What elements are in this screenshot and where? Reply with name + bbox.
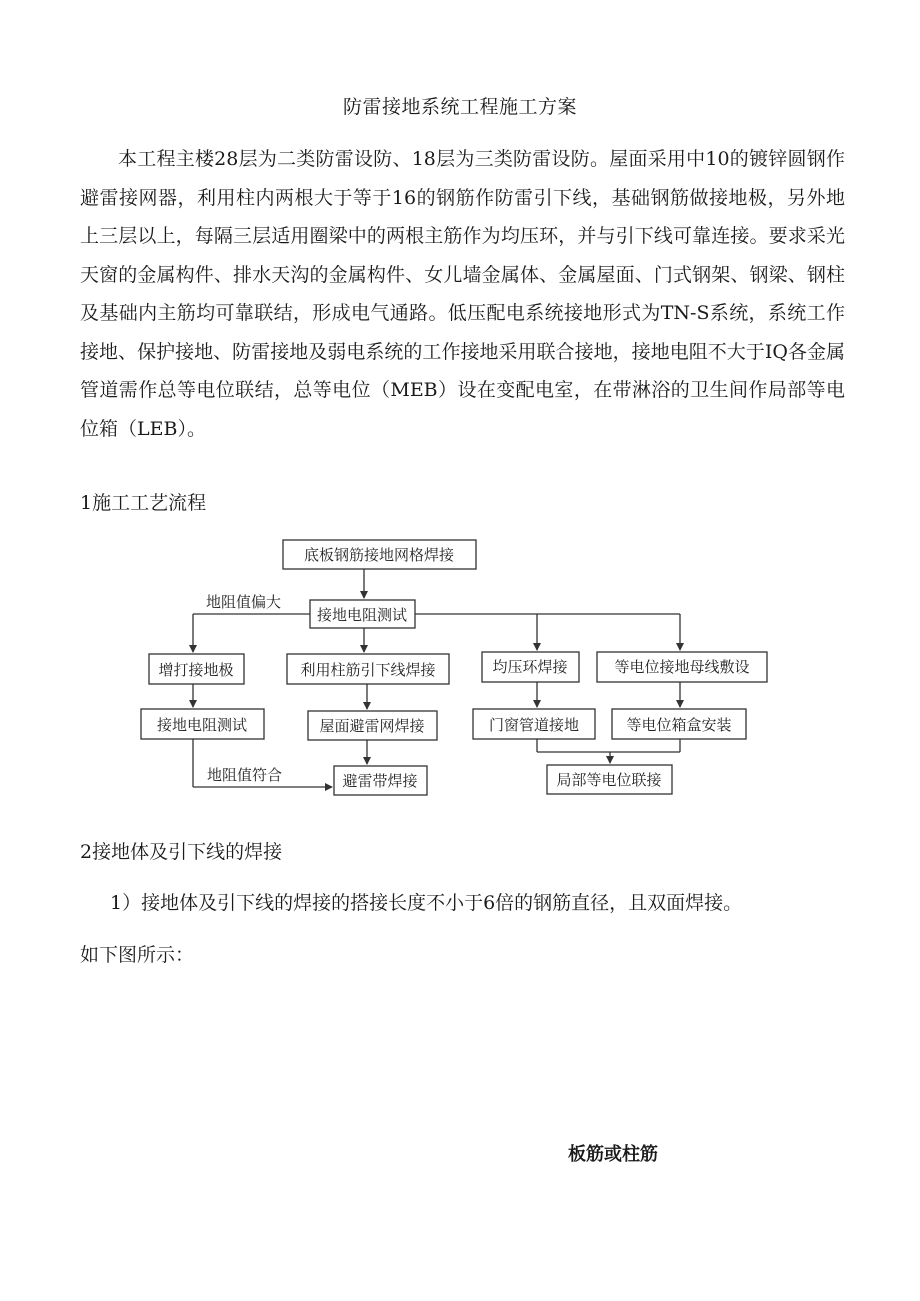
node-local-bonding-label: 局部等电位联接 [556,771,662,789]
node-column-downlead [287,654,449,684]
node-add-electrode-label: 增打接地极 [158,661,234,679]
node-door-window-pipe [473,709,595,739]
node-add-electrode [149,654,244,684]
node-equalizing-ring-label: 均压环焊接 [492,658,568,676]
node-bus-laying [597,652,767,682]
node-roof-mesh-label: 屋面避雷网焊接 [319,717,425,735]
section-heading-process: 1施工工艺流程 [80,492,207,514]
section-heading-welding: 2接地体及引下线的焊接 [80,841,283,863]
node-equalizing-ring [482,652,579,682]
node-resistance-test [310,600,415,628]
intro-paragraph: 本工程主楼28层为二类防雷设防、18层为三类防雷设防。屋面采用中10的镀锌圆钢作避雷接网器，利用柱内两根大于等于16的钢筋作防雷引下线，基础钢筋做接地极，另外地上三层以上，每隔三层适用圈梁中的两根主筋作为均压环，并与引下线可靠连接。要求采光天窗的金属构件、排水天沟的金属构件、女儿墙金属体、金属屋面、门式钢架、钢梁、钢柱及基础内主筋均可靠联结，形成电气通路。低压配电系统接地形式为TN-S系统，系统工作接地、保护接地、防雷接地及弱电系统的工作接地采用联合接地，接地电阻不大于IQ各金属管道需作总等电位联结，总等电位（MEB）设在变配电室，在带淋浴的卫生间作局部等电位箱（LEB）。 [80,148,845,440]
node-lightning-belt-label: 避雷带焊接 [342,772,418,790]
figure-callout-label: 板筋或柱筋 [568,1144,658,1165]
node-resistance-test-2 [141,709,264,739]
list-item-1: 1）接地体及引下线的焊接的搭接长度不小于6倍的钢筋直径，且双面焊接。 [110,892,743,914]
node-base-weld-label: 底板钢筋接地网格焊接 [303,546,455,564]
node-resistance-test-label: 接地电阻测试 [316,606,408,624]
node-bus-laying-label: 等电位接地母线敷设 [614,658,750,676]
node-roof-mesh [308,711,437,740]
node-base-weld [283,540,476,569]
page-title: 防雷接地系统工程施工方案 [342,96,577,118]
edge-label-high-resistance: 地阻值偏大 [206,593,282,611]
node-column-downlead-label: 利用柱筋引下线焊接 [300,661,436,679]
node-resistance-test-2-label: 接地电阻测试 [156,716,248,734]
node-box-install-label: 等电位箱盒安装 [626,716,732,734]
node-door-window-pipe-label: 门窗管道接地 [488,716,580,734]
node-box-install [612,709,746,739]
node-lightning-belt [334,766,427,795]
figure-note: 如下图所示： [80,944,195,966]
node-local-bonding [547,765,672,794]
edge-label-resistance-ok: 地阻值符合 [207,766,283,784]
